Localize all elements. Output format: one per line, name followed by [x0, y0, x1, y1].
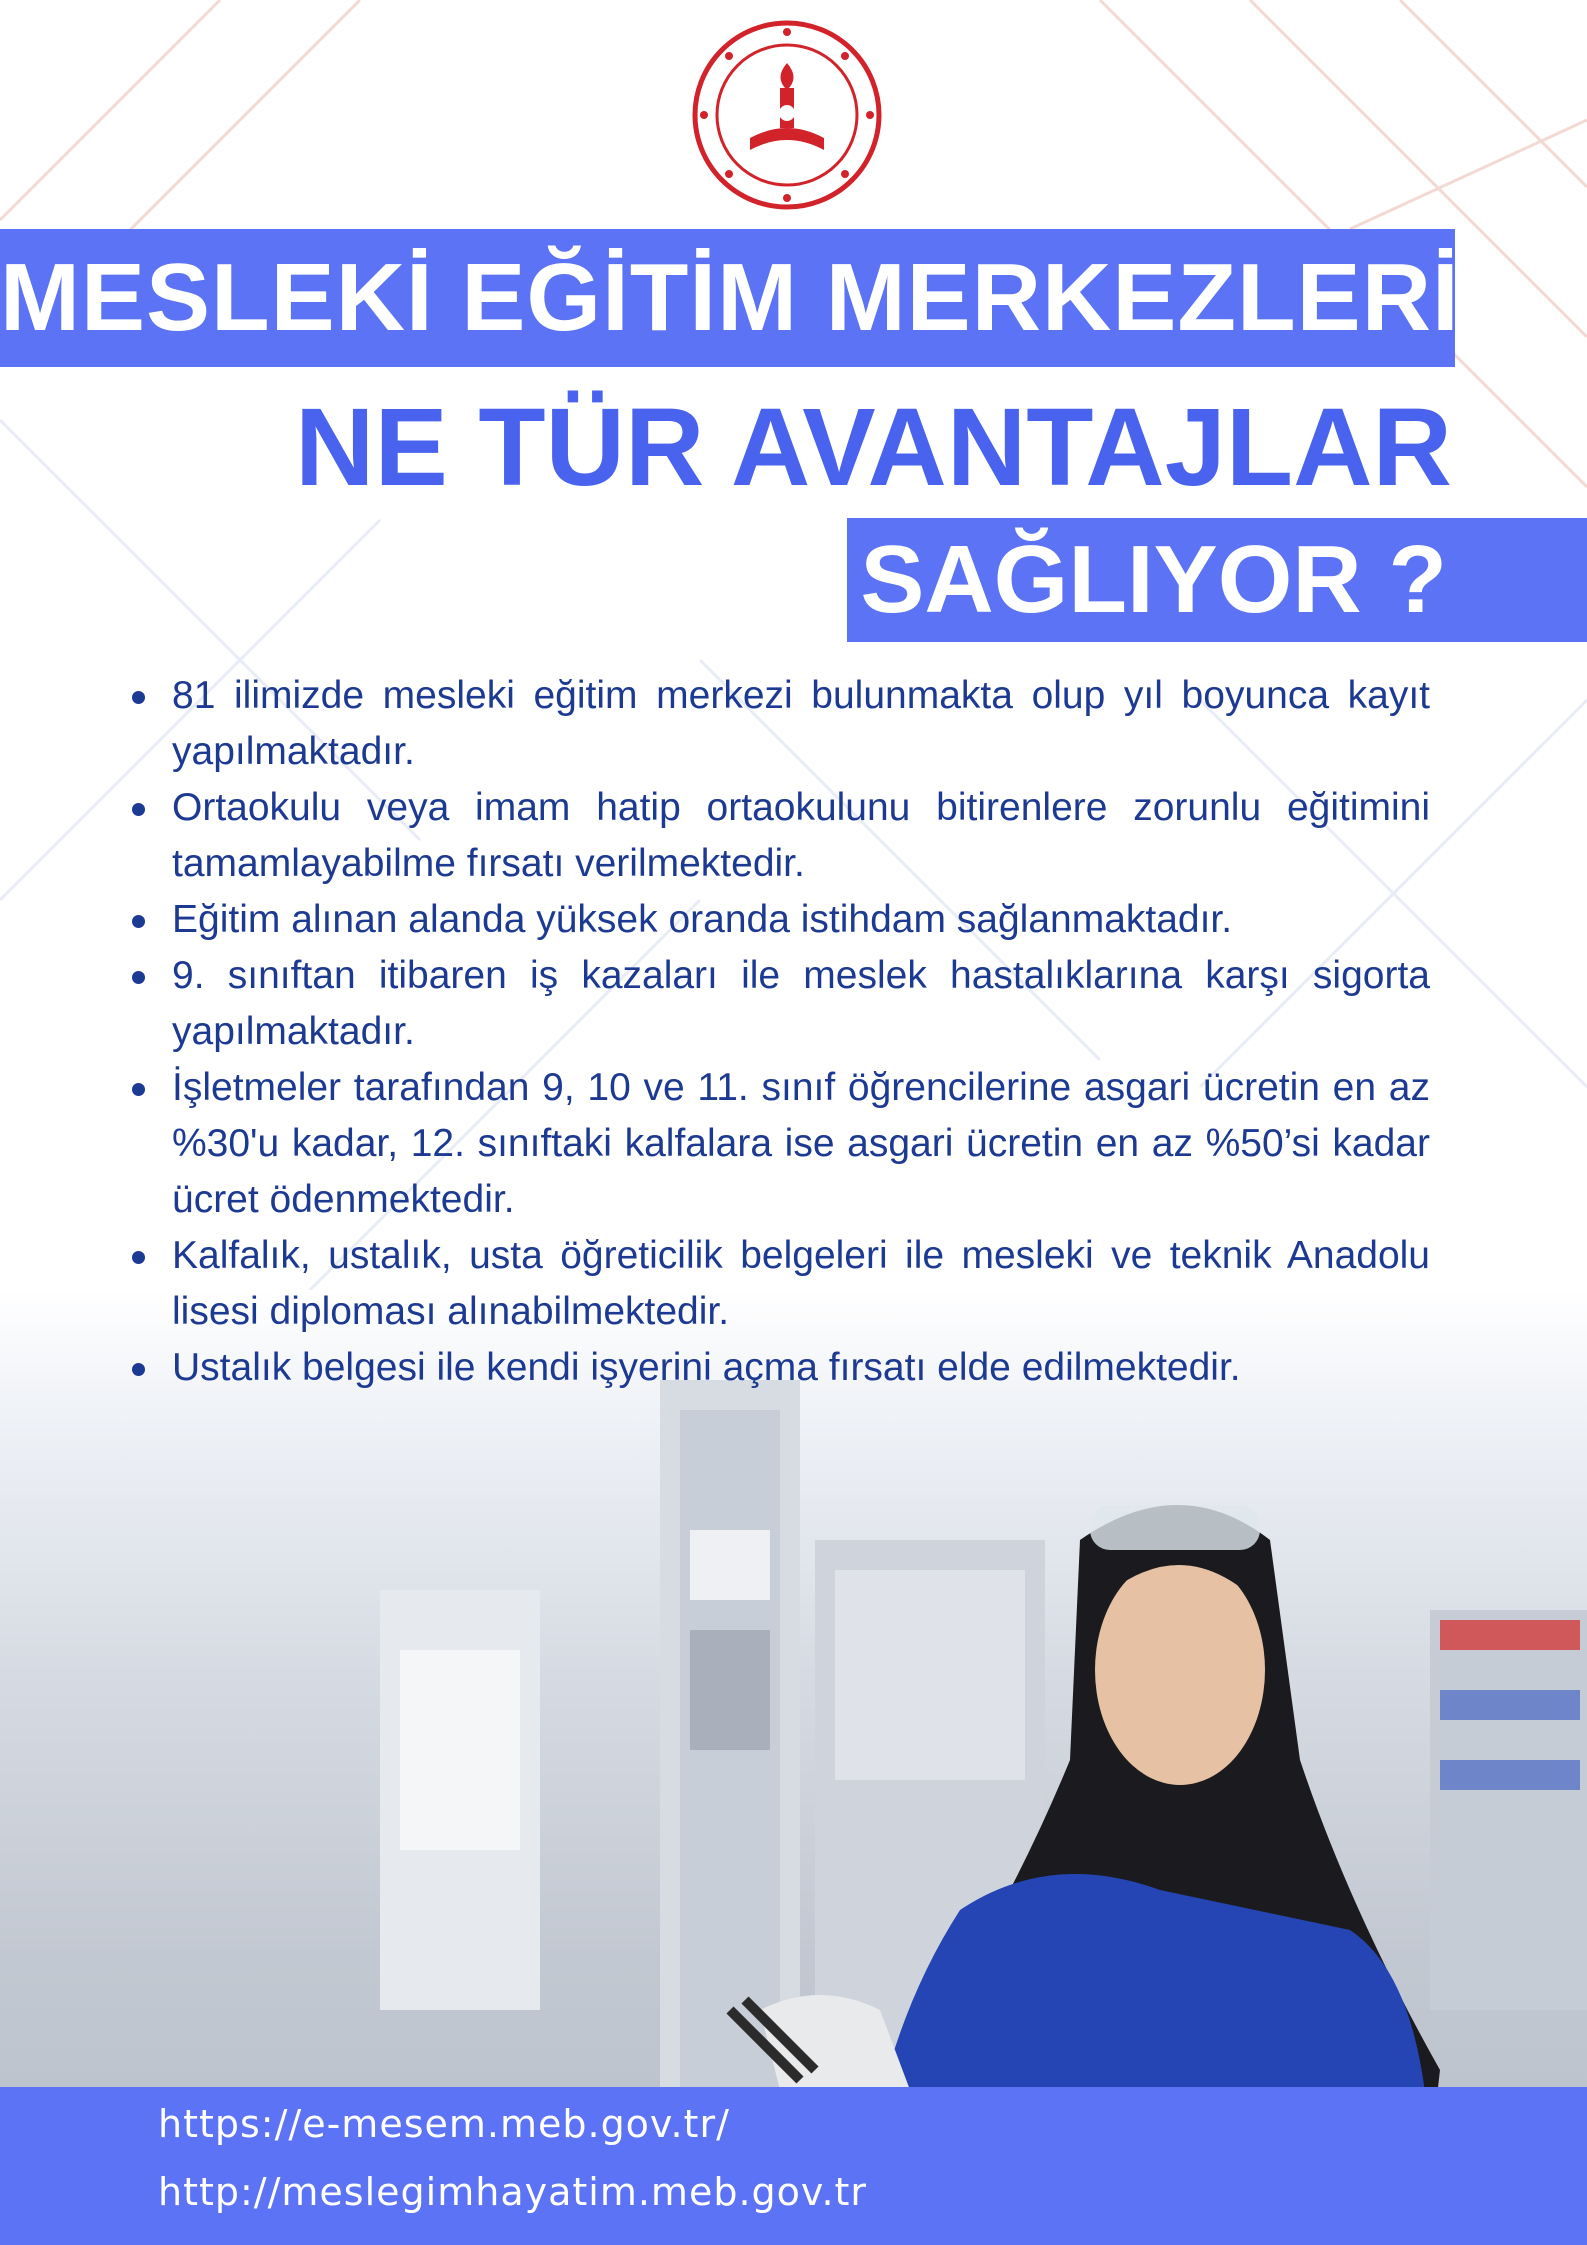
e-mesem-link[interactable]: https://e-mesem.meb.gov.tr/: [158, 2102, 730, 2146]
headline-question-end: SAĞLIYOR ?: [860, 526, 1447, 633]
page-title: MESLEKİ EĞİTİM MERKEZLERİ: [0, 244, 1460, 351]
list-item: 81 ilimizde mesleki eğitim merkezi bulunmakta olup yıl boyunca kayıt yapılmaktadır.: [130, 668, 1430, 780]
list-item: Ustalık belgesi ile kendi işyerini açma fırsatı elde edilmektedir.: [130, 1340, 1430, 1396]
ministry-seal-icon: [690, 18, 884, 212]
headline-question: NE TÜR AVANTAJLAR: [295, 386, 1452, 509]
list-item: Kalfalık, ustalık, usta öğreticilik belgeleri ile mesleki ve teknik Anadolu lisesi diploması alınabilmektedir.: [130, 1228, 1430, 1340]
list-item: 9. sınıftan itibaren iş kazaları ile meslek hastalıklarına karşı sigorta yapılmaktadır.: [130, 948, 1430, 1060]
list-item: İşletmeler tarafından 9, 10 ve 11. sınıf öğrencilerine asgari ücretin en az %30'u kadar, 12. sınıftaki kalfalara ise asgari ücretin en az %50’si kadar ücret ödenmektedir.: [130, 1060, 1430, 1228]
parts-shelf: [1430, 1610, 1587, 2010]
benefits-list: [130, 668, 1430, 1396]
list-item: Ortaokulu veya imam hatip ortaokulunu bitirenlere zorunlu eğitimini tamamlayabilme fırsatı verilmektedir.: [130, 780, 1430, 892]
meslegimhayatim-link[interactable]: http://meslegimhayatim.meb.gov.tr: [158, 2170, 868, 2214]
list-item: Eğitim alınan alanda yüksek oranda istihdam sağlanmaktadır.: [130, 892, 1430, 948]
